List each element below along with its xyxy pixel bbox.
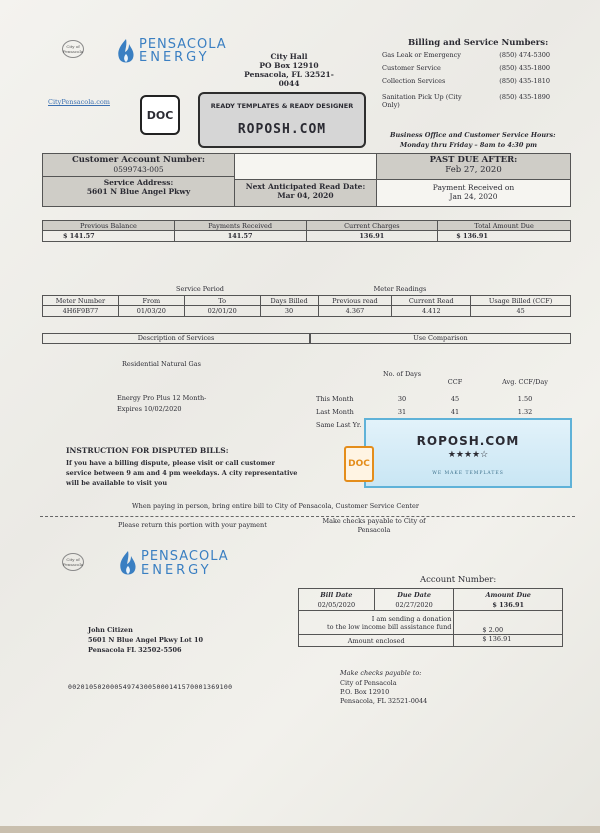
checks-line: Make checks payable to City of xyxy=(322,517,426,525)
plan-line: Expires 10/02/2020 xyxy=(117,405,182,413)
due-date: 02/27/2020 xyxy=(374,601,454,611)
city-hall-address xyxy=(240,52,338,88)
tear-line xyxy=(40,516,575,517)
plan-line: Energy Pro Plus 12 Month- xyxy=(117,394,207,402)
payment-received-label: Payment Received on xyxy=(432,183,515,192)
ccf-header: CCF xyxy=(447,378,463,386)
this-month-label: This Month xyxy=(316,395,354,403)
stub-header-row xyxy=(299,589,563,601)
past-due-value: Feb 27, 2020 xyxy=(445,165,502,175)
balance-header: Current Charges xyxy=(306,221,438,231)
card-tagline: WE MAKE TEMPLATES xyxy=(432,471,504,476)
dispute-title: INSTRUCTION FOR DISPUTED BILLS: xyxy=(66,446,229,455)
checks-payable-note xyxy=(320,517,428,535)
number-row xyxy=(382,64,550,77)
payable-line: City of Pensacola xyxy=(340,679,397,687)
stub-header: Due Date xyxy=(374,589,454,601)
blank-cell xyxy=(235,154,377,180)
next-read-value: Mar 04, 2020 xyxy=(277,191,334,200)
total-amount-due: $ 136.91 xyxy=(438,231,571,242)
checks-line: Pensacola xyxy=(357,526,391,534)
address-line: PO Box 12910 xyxy=(259,61,319,70)
current-charges: 136.91 xyxy=(306,231,438,242)
number-label: Sanitation Pick Up (City Only) xyxy=(382,93,462,109)
watermark-brand: ROPOSH.COM xyxy=(237,122,327,137)
usage-billed: 45 xyxy=(471,306,571,317)
stub-header: Bill Date xyxy=(299,589,375,601)
card-stars: ★★★★☆ xyxy=(447,450,489,460)
meter-header: Days Billed xyxy=(260,296,318,306)
meter-readings-label: Meter Readings xyxy=(373,285,427,293)
roposh-card xyxy=(364,418,572,488)
city-seal xyxy=(62,40,84,58)
donation-text xyxy=(299,611,454,635)
meter-header: From xyxy=(118,296,184,306)
last-month-ccf: 41 xyxy=(450,408,460,416)
doc-orange-label: DOC xyxy=(348,459,370,469)
website-link[interactable]: CityPensacola.com xyxy=(48,98,110,106)
payment-received-cell xyxy=(377,180,570,206)
stub-header: Amount Due xyxy=(454,589,563,601)
doc-label: DOC xyxy=(146,108,174,122)
address-line: City Hall xyxy=(270,52,308,61)
meter-value-row xyxy=(43,306,571,317)
meter-header: Usage Billed (CCF) xyxy=(471,296,571,306)
account-block xyxy=(42,153,571,207)
meter-header: Current Read xyxy=(392,296,471,306)
customer-line: 5601 N Blue Angel Pkwy Lot 10 xyxy=(88,636,204,644)
hours-title: Business Office and Customer Service Hours: xyxy=(390,131,556,139)
amount-due: $ 136.91 xyxy=(454,601,563,611)
address-line: 0044 xyxy=(278,79,300,88)
numbers-title: Billing and Service Numbers: xyxy=(408,38,549,48)
plan-description xyxy=(117,393,206,415)
logo-line2: ENERGY xyxy=(139,50,210,65)
balance-header: Total Amount Due xyxy=(438,221,571,231)
scanline-barcode: 002010502000549743005000141570001369100 xyxy=(68,683,233,691)
number-row xyxy=(382,77,550,93)
balance-header: Previous Balance xyxy=(43,221,175,231)
service-name: Residential Natural Gas xyxy=(122,360,201,368)
bill-date: 02/05/2020 xyxy=(299,601,375,611)
dispute-line: service between 9 am and 4 pm weekdays. A city representative xyxy=(66,469,298,477)
account-number-label: Customer Account Number: xyxy=(72,155,205,165)
doc-orange-icon xyxy=(344,446,374,482)
donation-line: to the low income bill assistance fund xyxy=(327,622,452,631)
amount-enclosed-label: Amount enclosed xyxy=(299,635,454,647)
seal-label: City of Pensacola xyxy=(62,557,84,567)
last-month-days: 31 xyxy=(397,408,407,416)
days-billed: 30 xyxy=(260,306,318,317)
payable-line: P.O. Box 12910 xyxy=(340,688,390,696)
meter-header: Meter Number xyxy=(43,296,119,306)
logo-line2: ENERGY xyxy=(141,563,212,578)
dispute-line: If you have a billing dispute, please visit or call customer xyxy=(66,459,275,467)
next-read-cell xyxy=(235,180,377,206)
number-label: Gas Leak or Emergency xyxy=(382,51,461,59)
customer-line: Pensacola FL 32502-5506 xyxy=(88,646,182,654)
days-header: No. of Days xyxy=(382,370,422,378)
balance-header-row xyxy=(43,221,571,231)
doc-file-icon xyxy=(140,95,180,135)
meter-header: To xyxy=(184,296,260,306)
this-month-ccf: 45 xyxy=(450,395,460,403)
pay-in-person-note: When paying in person, bring entire bill to City of Pensacola, Customer Service Center xyxy=(132,502,419,510)
number-label: Customer Service xyxy=(382,64,441,72)
service-address-label: Service Address: xyxy=(103,178,174,187)
amount-enclosed[interactable]: $ 136.91 xyxy=(454,635,563,647)
previous-balance: $ 141.57 xyxy=(43,231,175,242)
number-value: (850) 435-1800 xyxy=(499,64,550,72)
use-comparison-header: Use Comparison xyxy=(310,333,571,344)
payments-received: 141.57 xyxy=(174,231,306,242)
number-row xyxy=(382,51,550,64)
logo-line1: PENSACOLA xyxy=(141,549,229,564)
description-header: Description of Services xyxy=(42,333,310,344)
avg-header: Avg. CCF/Day xyxy=(502,378,548,386)
number-value: (850) 435-1890 xyxy=(499,93,550,101)
meter-table xyxy=(42,295,571,317)
dispute-text xyxy=(66,458,297,488)
this-month-days: 30 xyxy=(397,395,407,403)
this-month-avg: 1.50 xyxy=(517,395,533,403)
donation-row xyxy=(299,611,563,635)
watermark-tagline: READY TEMPLATES & READY DESIGNER xyxy=(210,102,354,110)
last-month-label: Last Month xyxy=(316,408,354,416)
period-to: 02/01/20 xyxy=(184,306,260,317)
customer-address xyxy=(88,625,203,655)
last-month-avg: 1.32 xyxy=(517,408,533,416)
hours-text: Monday thru Friday – 8am to 4:30 pm xyxy=(400,141,538,149)
next-read-label: Next Anticipated Read Date: xyxy=(245,182,366,191)
balance-header: Payments Received xyxy=(174,221,306,231)
previous-read: 4.367 xyxy=(318,306,392,317)
dispute-line: will be available to visit you xyxy=(66,479,168,487)
address-line: Pensacola, FL 32521- xyxy=(244,70,334,79)
payment-received-value: Jan 24, 2020 xyxy=(449,192,498,201)
donation-amount[interactable]: $ 2.00 xyxy=(454,611,563,635)
account-number-value: 0599743-005 xyxy=(113,165,164,174)
stub-table xyxy=(298,588,563,647)
balance-value-row xyxy=(43,231,571,242)
past-due-label: PAST DUE AFTER: xyxy=(429,155,518,165)
flame-icon xyxy=(117,550,139,578)
period-from: 01/03/20 xyxy=(118,306,184,317)
seal-label: City of Pensacola xyxy=(62,44,84,54)
card-brand: ROPOSH.COM xyxy=(416,434,520,448)
payable-title: Make checks payable to: xyxy=(340,669,422,677)
meter-number: 4H6F9B77 xyxy=(43,306,119,317)
account-number-cell xyxy=(43,154,235,206)
logo-line1: PENSACOLA xyxy=(139,37,227,52)
payable-address xyxy=(340,679,427,706)
same-last-year-label: Same Last Yr. xyxy=(316,421,362,429)
bottom-strip xyxy=(0,826,600,833)
number-label: Collection Services xyxy=(382,77,446,85)
amount-enclosed-row xyxy=(299,635,563,647)
number-value: (850) 435-1810 xyxy=(499,77,550,85)
return-portion-note: Please return this portion with your payment xyxy=(118,521,267,529)
number-row xyxy=(382,93,550,109)
past-due-cell xyxy=(377,154,570,180)
stub-account-number-label: Account Number: xyxy=(420,575,497,585)
meter-header-row xyxy=(43,296,571,306)
payable-line: Pensacola, FL 32521-0044 xyxy=(340,697,428,705)
numbers-list xyxy=(382,51,550,109)
flame-icon xyxy=(115,38,137,66)
customer-line: John Citizen xyxy=(88,626,133,634)
city-seal-stub xyxy=(62,553,84,571)
service-period-label: Service Period xyxy=(176,285,224,293)
donation-line: I am sending a donation xyxy=(371,614,452,623)
current-read: 4.412 xyxy=(392,306,471,317)
balance-table xyxy=(42,220,571,242)
meter-header: Previous read xyxy=(318,296,392,306)
stub-value-row xyxy=(299,601,563,611)
roposh-watermark xyxy=(198,92,366,148)
service-address-value: 5601 N Blue Angel Pkwy xyxy=(86,187,191,196)
number-value: (850) 474-5300 xyxy=(499,51,550,59)
